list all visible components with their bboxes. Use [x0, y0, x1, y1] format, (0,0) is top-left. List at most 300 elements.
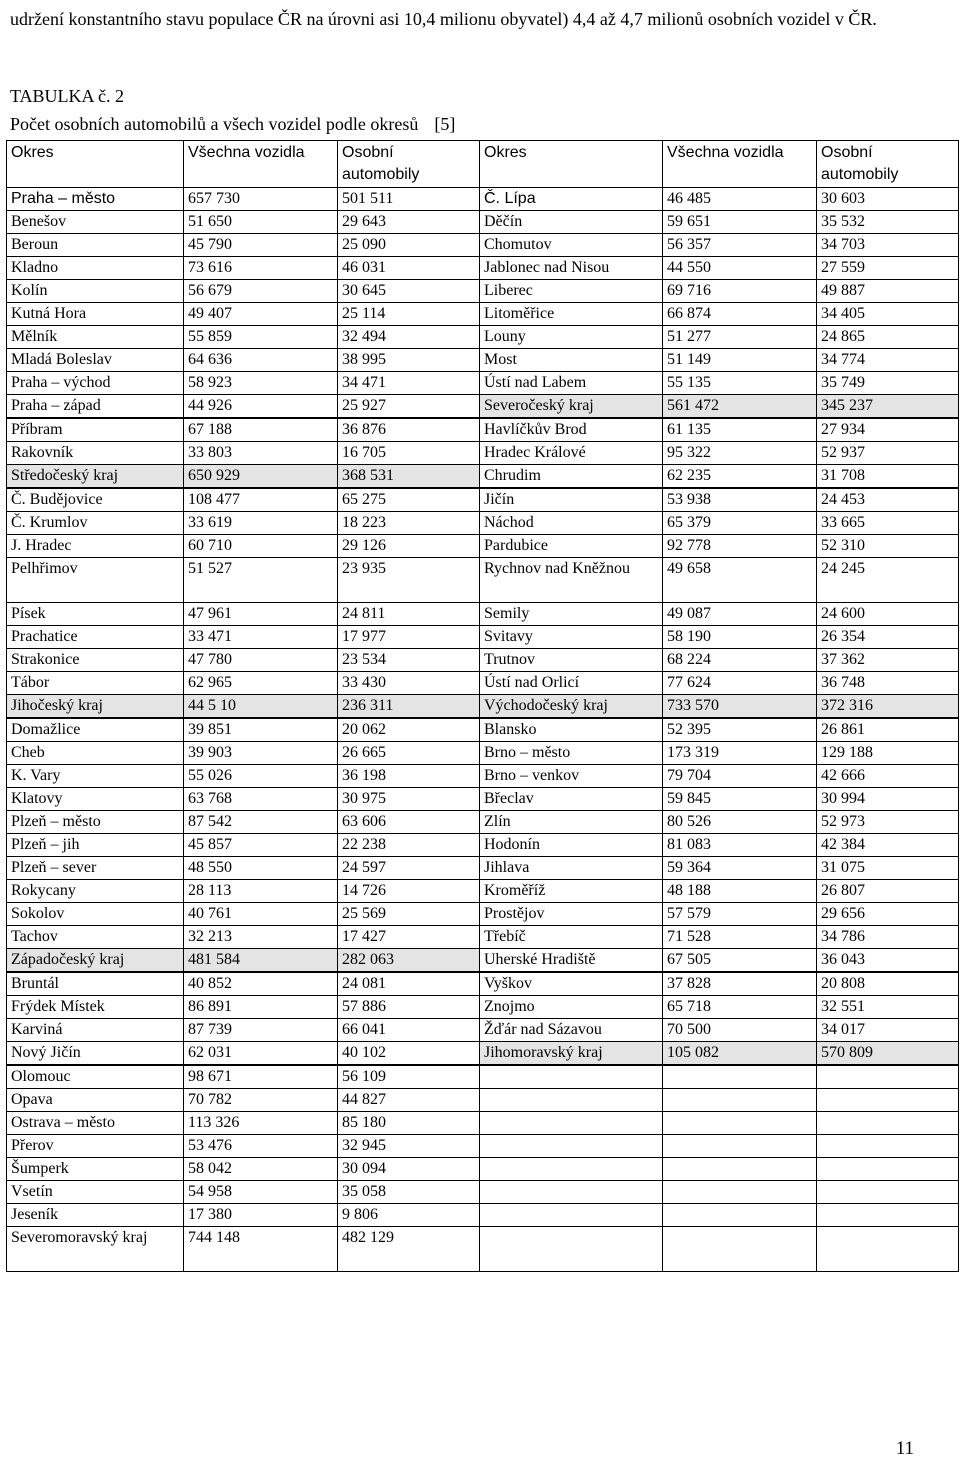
right-all-vehicles-cell — [663, 1089, 817, 1112]
right-district-name-cell: Severočeský kraj — [480, 395, 663, 419]
right-district-name-cell — [480, 1065, 663, 1089]
right-district-name-cell: Brno – venkov — [480, 765, 663, 788]
table-row — [7, 603, 959, 626]
left-passenger-cars-cell: 35 058 — [338, 1181, 480, 1204]
left-district-name-cell: Plzeň – jih — [7, 834, 184, 857]
left-all-vehicles-cell: 73 616 — [184, 257, 338, 280]
right-all-vehicles-cell: 61 135 — [663, 418, 817, 442]
right-district-name-cell: Svitavy — [480, 626, 663, 649]
left-passenger-cars-cell: 32 494 — [338, 326, 480, 349]
left-all-vehicles-cell: 33 619 — [184, 512, 338, 535]
left-all-vehicles-cell: 657 730 — [184, 188, 338, 211]
right-passenger-cars-cell: 24 865 — [817, 326, 959, 349]
left-all-vehicles-cell: 45 790 — [184, 234, 338, 257]
right-passenger-cars-cell: 30 994 — [817, 788, 959, 811]
table-title-text: Počet osobních automobilů a všech vozidel podle okresů — [10, 114, 419, 134]
left-all-vehicles-cell: 51 527 — [184, 558, 338, 603]
right-all-vehicles-cell — [663, 1065, 817, 1089]
left-passenger-cars-cell: 16 705 — [338, 442, 480, 465]
column-header: Všechna vozidla — [184, 141, 338, 188]
table-header-row — [7, 141, 959, 188]
table-row — [7, 1065, 959, 1089]
table-row — [7, 926, 959, 949]
right-all-vehicles-cell: 71 528 — [663, 926, 817, 949]
right-district-name-cell: Semily — [480, 603, 663, 626]
table-row — [7, 326, 959, 349]
table-row — [7, 903, 959, 926]
right-all-vehicles-cell — [663, 1135, 817, 1158]
left-district-name-cell: Domažlice — [7, 718, 184, 742]
left-district-name-cell: K. Vary — [7, 765, 184, 788]
table-row — [7, 834, 959, 857]
left-passenger-cars-cell: 25 927 — [338, 395, 480, 419]
right-district-name-cell — [480, 1204, 663, 1227]
left-all-vehicles-cell: 744 148 — [184, 1227, 338, 1272]
left-district-name-cell: Č. Krumlov — [7, 512, 184, 535]
left-passenger-cars-cell: 26 665 — [338, 742, 480, 765]
left-district-name-cell: Kolín — [7, 280, 184, 303]
left-passenger-cars-cell: 20 062 — [338, 718, 480, 742]
left-passenger-cars-cell: 44 827 — [338, 1089, 480, 1112]
right-passenger-cars-cell: 33 665 — [817, 512, 959, 535]
left-district-name-cell: Jeseník — [7, 1204, 184, 1227]
right-passenger-cars-cell: 345 237 — [817, 395, 959, 419]
left-district-name-cell: Klatovy — [7, 788, 184, 811]
table-row — [7, 996, 959, 1019]
right-passenger-cars-cell: 372 316 — [817, 695, 959, 719]
right-passenger-cars-cell: 42 666 — [817, 765, 959, 788]
right-district-name-cell: Východočeský kraj — [480, 695, 663, 719]
left-district-name-cell: Šumperk — [7, 1158, 184, 1181]
right-district-name-cell: Třebíč — [480, 926, 663, 949]
right-all-vehicles-cell: 59 651 — [663, 211, 817, 234]
table-body — [7, 188, 959, 1272]
left-district-name-cell: Kutná Hora — [7, 303, 184, 326]
right-all-vehicles-cell — [663, 1204, 817, 1227]
left-passenger-cars-cell: 17 977 — [338, 626, 480, 649]
table-row — [7, 742, 959, 765]
left-district-name-cell: Cheb — [7, 742, 184, 765]
left-all-vehicles-cell: 44 5 10 — [184, 695, 338, 719]
right-all-vehicles-cell: 57 579 — [663, 903, 817, 926]
intro-paragraph: udržení konstantního stavu populace ČR na úrovni asi 10,4 milionu obyvatel) 4,4 až 4,7 milionů osobních vozidel v ČR. — [10, 9, 877, 29]
left-all-vehicles-cell: 45 857 — [184, 834, 338, 857]
right-passenger-cars-cell: 570 809 — [817, 1042, 959, 1066]
left-all-vehicles-cell: 49 407 — [184, 303, 338, 326]
table-row — [7, 372, 959, 395]
left-all-vehicles-cell: 62 031 — [184, 1042, 338, 1066]
right-all-vehicles-cell — [663, 1181, 817, 1204]
left-district-name-cell: Přerov — [7, 1135, 184, 1158]
table-row — [7, 349, 959, 372]
left-all-vehicles-cell: 56 679 — [184, 280, 338, 303]
left-all-vehicles-cell: 33 471 — [184, 626, 338, 649]
table-row — [7, 535, 959, 558]
right-all-vehicles-cell: 92 778 — [663, 535, 817, 558]
left-district-name-cell: Praha – město — [7, 188, 184, 211]
right-district-name-cell — [480, 1112, 663, 1135]
right-district-name-cell: Ústí nad Orlicí — [480, 672, 663, 695]
right-all-vehicles-cell: 69 716 — [663, 280, 817, 303]
right-all-vehicles-cell: 62 235 — [663, 465, 817, 489]
right-district-name-cell: Jablonec nad Nisou — [480, 257, 663, 280]
right-all-vehicles-cell: 37 828 — [663, 972, 817, 996]
left-all-vehicles-cell: 481 584 — [184, 949, 338, 973]
left-district-name-cell: Tábor — [7, 672, 184, 695]
right-all-vehicles-cell: 173 319 — [663, 742, 817, 765]
left-district-name-cell: Strakonice — [7, 649, 184, 672]
left-passenger-cars-cell: 17 427 — [338, 926, 480, 949]
right-passenger-cars-cell: 52 973 — [817, 811, 959, 834]
left-passenger-cars-cell: 66 041 — [338, 1019, 480, 1042]
right-district-name-cell: Vyškov — [480, 972, 663, 996]
right-all-vehicles-cell: 55 135 — [663, 372, 817, 395]
left-all-vehicles-cell: 98 671 — [184, 1065, 338, 1089]
right-passenger-cars-cell: 34 405 — [817, 303, 959, 326]
right-district-name-cell: Břeclav — [480, 788, 663, 811]
right-passenger-cars-cell — [817, 1089, 959, 1112]
left-district-name-cell: Ostrava – město — [7, 1112, 184, 1135]
left-passenger-cars-cell: 501 511 — [338, 188, 480, 211]
left-passenger-cars-cell: 36 198 — [338, 765, 480, 788]
right-district-name-cell: Prostějov — [480, 903, 663, 926]
right-district-name-cell: Děčín — [480, 211, 663, 234]
right-passenger-cars-cell: 27 934 — [817, 418, 959, 442]
left-all-vehicles-cell: 86 891 — [184, 996, 338, 1019]
left-passenger-cars-cell: 30 094 — [338, 1158, 480, 1181]
table-row — [7, 765, 959, 788]
left-district-name-cell: Písek — [7, 603, 184, 626]
right-passenger-cars-cell: 26 807 — [817, 880, 959, 903]
left-passenger-cars-cell: 56 109 — [338, 1065, 480, 1089]
right-district-name-cell: Rychnov nad Kněžnou — [480, 558, 663, 603]
left-all-vehicles-cell: 60 710 — [184, 535, 338, 558]
left-all-vehicles-cell: 55 859 — [184, 326, 338, 349]
left-passenger-cars-cell: 18 223 — [338, 512, 480, 535]
right-district-name-cell: Uherské Hradiště — [480, 949, 663, 973]
vehicles-by-district-table — [6, 140, 959, 1272]
right-passenger-cars-cell — [817, 1204, 959, 1227]
left-district-name-cell: Bruntál — [7, 972, 184, 996]
left-district-name-cell: Severomoravský kraj — [7, 1227, 184, 1272]
right-passenger-cars-cell: 36 748 — [817, 672, 959, 695]
column-header: Všechna vozidla — [663, 141, 817, 188]
right-all-vehicles-cell: 46 485 — [663, 188, 817, 211]
right-all-vehicles-cell: 77 624 — [663, 672, 817, 695]
left-passenger-cars-cell: 14 726 — [338, 880, 480, 903]
right-passenger-cars-cell — [817, 1181, 959, 1204]
right-passenger-cars-cell: 27 559 — [817, 257, 959, 280]
right-district-name-cell: Litoměřice — [480, 303, 663, 326]
left-passenger-cars-cell: 40 102 — [338, 1042, 480, 1066]
table-row — [7, 1042, 959, 1066]
table-row — [7, 949, 959, 973]
right-district-name-cell: Č. Lípa — [480, 188, 663, 211]
left-all-vehicles-cell: 87 542 — [184, 811, 338, 834]
table-row — [7, 280, 959, 303]
right-district-name-cell: Most — [480, 349, 663, 372]
right-passenger-cars-cell: 34 786 — [817, 926, 959, 949]
table-row — [7, 1227, 959, 1272]
left-district-name-cell: Jihočeský kraj — [7, 695, 184, 719]
right-all-vehicles-cell: 66 874 — [663, 303, 817, 326]
left-passenger-cars-cell: 30 975 — [338, 788, 480, 811]
right-passenger-cars-cell — [817, 1158, 959, 1181]
left-all-vehicles-cell: 47 780 — [184, 649, 338, 672]
left-district-name-cell: Kladno — [7, 257, 184, 280]
left-passenger-cars-cell: 46 031 — [338, 257, 480, 280]
right-all-vehicles-cell: 53 938 — [663, 488, 817, 512]
right-district-name-cell: Znojmo — [480, 996, 663, 1019]
right-all-vehicles-cell — [663, 1158, 817, 1181]
table-row — [7, 303, 959, 326]
left-passenger-cars-cell: 25 569 — [338, 903, 480, 926]
left-district-name-cell: Č. Budějovice — [7, 488, 184, 512]
left-all-vehicles-cell: 40 852 — [184, 972, 338, 996]
left-all-vehicles-cell: 33 803 — [184, 442, 338, 465]
right-passenger-cars-cell: 37 362 — [817, 649, 959, 672]
table-row — [7, 811, 959, 834]
right-passenger-cars-cell: 31 708 — [817, 465, 959, 489]
table-row — [7, 395, 959, 419]
right-all-vehicles-cell: 58 190 — [663, 626, 817, 649]
right-passenger-cars-cell — [817, 1135, 959, 1158]
right-district-name-cell: Trutnov — [480, 649, 663, 672]
table-row — [7, 718, 959, 742]
left-district-name-cell: Frýdek Místek — [7, 996, 184, 1019]
table-row — [7, 1135, 959, 1158]
right-passenger-cars-cell: 34 017 — [817, 1019, 959, 1042]
left-all-vehicles-cell: 53 476 — [184, 1135, 338, 1158]
right-district-name-cell: Náchod — [480, 512, 663, 535]
left-district-name-cell: Plzeň – město — [7, 811, 184, 834]
table-row — [7, 880, 959, 903]
table-row — [7, 972, 959, 996]
right-passenger-cars-cell: 24 600 — [817, 603, 959, 626]
left-all-vehicles-cell: 58 923 — [184, 372, 338, 395]
table-row — [7, 626, 959, 649]
table-row — [7, 788, 959, 811]
page-number: 11 — [895, 1438, 914, 1459]
right-district-name-cell: Žďár nad Sázavou — [480, 1019, 663, 1042]
table-row — [7, 512, 959, 535]
right-all-vehicles-cell: 70 500 — [663, 1019, 817, 1042]
left-all-vehicles-cell: 48 550 — [184, 857, 338, 880]
table-row — [7, 418, 959, 442]
table-row — [7, 1158, 959, 1181]
table-title — [10, 112, 455, 136]
right-district-name-cell — [480, 1135, 663, 1158]
table-row — [7, 1112, 959, 1135]
left-district-name-cell: Olomouc — [7, 1065, 184, 1089]
table-row — [7, 442, 959, 465]
table-row — [7, 672, 959, 695]
right-all-vehicles-cell — [663, 1227, 817, 1272]
left-district-name-cell: Karviná — [7, 1019, 184, 1042]
right-district-name-cell: Ústí nad Labem — [480, 372, 663, 395]
right-passenger-cars-cell: 35 749 — [817, 372, 959, 395]
right-district-name-cell: Blansko — [480, 718, 663, 742]
right-district-name-cell — [480, 1089, 663, 1112]
left-passenger-cars-cell: 34 471 — [338, 372, 480, 395]
left-passenger-cars-cell: 23 935 — [338, 558, 480, 603]
left-passenger-cars-cell: 30 645 — [338, 280, 480, 303]
column-header: Osobní automobily — [338, 141, 480, 188]
left-district-name-cell: Beroun — [7, 234, 184, 257]
table-row — [7, 649, 959, 672]
left-district-name-cell: Rokycany — [7, 880, 184, 903]
right-all-vehicles-cell: 79 704 — [663, 765, 817, 788]
left-all-vehicles-cell: 70 782 — [184, 1089, 338, 1112]
left-passenger-cars-cell: 36 876 — [338, 418, 480, 442]
left-passenger-cars-cell: 236 311 — [338, 695, 480, 719]
right-passenger-cars-cell: 129 188 — [817, 742, 959, 765]
left-passenger-cars-cell: 24 081 — [338, 972, 480, 996]
left-all-vehicles-cell: 650 929 — [184, 465, 338, 489]
left-passenger-cars-cell: 9 806 — [338, 1204, 480, 1227]
left-district-name-cell: Pelhřimov — [7, 558, 184, 603]
right-all-vehicles-cell: 65 379 — [663, 512, 817, 535]
left-district-name-cell: Rakovník — [7, 442, 184, 465]
table-row — [7, 1019, 959, 1042]
left-all-vehicles-cell: 28 113 — [184, 880, 338, 903]
table-row — [7, 188, 959, 211]
right-passenger-cars-cell: 31 075 — [817, 857, 959, 880]
table-row — [7, 695, 959, 719]
right-district-name-cell: Chomutov — [480, 234, 663, 257]
right-all-vehicles-cell: 65 718 — [663, 996, 817, 1019]
left-all-vehicles-cell: 40 761 — [184, 903, 338, 926]
left-district-name-cell: Benešov — [7, 211, 184, 234]
left-all-vehicles-cell: 87 739 — [184, 1019, 338, 1042]
right-all-vehicles-cell — [663, 1112, 817, 1135]
right-passenger-cars-cell: 36 043 — [817, 949, 959, 973]
right-all-vehicles-cell: 49 658 — [663, 558, 817, 603]
left-all-vehicles-cell: 113 326 — [184, 1112, 338, 1135]
left-all-vehicles-cell: 44 926 — [184, 395, 338, 419]
left-passenger-cars-cell: 25 114 — [338, 303, 480, 326]
right-passenger-cars-cell: 30 603 — [817, 188, 959, 211]
table-row — [7, 1204, 959, 1227]
right-district-name-cell — [480, 1158, 663, 1181]
left-all-vehicles-cell: 54 958 — [184, 1181, 338, 1204]
column-header: Osobní automobily — [817, 141, 959, 188]
right-passenger-cars-cell: 34 703 — [817, 234, 959, 257]
left-all-vehicles-cell: 47 961 — [184, 603, 338, 626]
left-district-name-cell: J. Hradec — [7, 535, 184, 558]
right-district-name-cell: Kroměříž — [480, 880, 663, 903]
right-passenger-cars-cell: 34 774 — [817, 349, 959, 372]
left-all-vehicles-cell: 63 768 — [184, 788, 338, 811]
column-header: Okres — [480, 141, 663, 188]
left-all-vehicles-cell: 64 636 — [184, 349, 338, 372]
table-row — [7, 558, 959, 603]
right-all-vehicles-cell: 59 845 — [663, 788, 817, 811]
right-district-name-cell: Liberec — [480, 280, 663, 303]
left-district-name-cell: Západočeský kraj — [7, 949, 184, 973]
table-reference: [5] — [434, 114, 456, 134]
left-all-vehicles-cell: 108 477 — [184, 488, 338, 512]
right-passenger-cars-cell: 35 532 — [817, 211, 959, 234]
right-district-name-cell: Jičín — [480, 488, 663, 512]
table-row — [7, 857, 959, 880]
right-all-vehicles-cell: 67 505 — [663, 949, 817, 973]
right-district-name-cell: Havlíčkův Brod — [480, 418, 663, 442]
right-passenger-cars-cell: 52 937 — [817, 442, 959, 465]
right-passenger-cars-cell — [817, 1112, 959, 1135]
left-district-name-cell: Mělník — [7, 326, 184, 349]
left-all-vehicles-cell: 32 213 — [184, 926, 338, 949]
right-passenger-cars-cell: 20 808 — [817, 972, 959, 996]
right-district-name-cell: Hodonín — [480, 834, 663, 857]
table-row — [7, 1181, 959, 1204]
right-all-vehicles-cell: 59 364 — [663, 857, 817, 880]
left-passenger-cars-cell: 29 643 — [338, 211, 480, 234]
left-all-vehicles-cell: 67 188 — [184, 418, 338, 442]
right-all-vehicles-cell: 44 550 — [663, 257, 817, 280]
right-passenger-cars-cell — [817, 1227, 959, 1272]
table-row — [7, 488, 959, 512]
right-all-vehicles-cell: 733 570 — [663, 695, 817, 719]
right-district-name-cell: Brno – město — [480, 742, 663, 765]
right-district-name-cell: Zlín — [480, 811, 663, 834]
right-all-vehicles-cell: 52 395 — [663, 718, 817, 742]
right-district-name-cell: Jihomoravský kraj — [480, 1042, 663, 1066]
table-row — [7, 234, 959, 257]
right-passenger-cars-cell: 24 245 — [817, 558, 959, 603]
right-passenger-cars-cell: 42 384 — [817, 834, 959, 857]
table-row — [7, 257, 959, 280]
left-district-name-cell: Praha – západ — [7, 395, 184, 419]
right-passenger-cars-cell: 26 354 — [817, 626, 959, 649]
right-all-vehicles-cell: 561 472 — [663, 395, 817, 419]
right-district-name-cell — [480, 1181, 663, 1204]
table-row — [7, 465, 959, 489]
right-all-vehicles-cell: 80 526 — [663, 811, 817, 834]
left-all-vehicles-cell: 51 650 — [184, 211, 338, 234]
right-all-vehicles-cell: 56 357 — [663, 234, 817, 257]
left-district-name-cell: Plzeň – sever — [7, 857, 184, 880]
left-passenger-cars-cell: 482 129 — [338, 1227, 480, 1272]
left-passenger-cars-cell: 24 811 — [338, 603, 480, 626]
right-district-name-cell — [480, 1227, 663, 1272]
right-district-name-cell: Chrudim — [480, 465, 663, 489]
column-header: Okres — [7, 141, 184, 188]
left-district-name-cell: Středočeský kraj — [7, 465, 184, 489]
right-passenger-cars-cell: 29 656 — [817, 903, 959, 926]
left-district-name-cell: Příbram — [7, 418, 184, 442]
left-district-name-cell: Sokolov — [7, 903, 184, 926]
right-passenger-cars-cell: 49 887 — [817, 280, 959, 303]
right-passenger-cars-cell: 26 861 — [817, 718, 959, 742]
left-district-name-cell: Opava — [7, 1089, 184, 1112]
left-passenger-cars-cell: 24 597 — [338, 857, 480, 880]
left-all-vehicles-cell: 58 042 — [184, 1158, 338, 1181]
left-district-name-cell: Praha – východ — [7, 372, 184, 395]
right-all-vehicles-cell: 81 083 — [663, 834, 817, 857]
table-row — [7, 211, 959, 234]
left-passenger-cars-cell: 22 238 — [338, 834, 480, 857]
table-row — [7, 1089, 959, 1112]
left-district-name-cell: Tachov — [7, 926, 184, 949]
right-all-vehicles-cell: 95 322 — [663, 442, 817, 465]
left-passenger-cars-cell: 32 945 — [338, 1135, 480, 1158]
left-all-vehicles-cell: 62 965 — [184, 672, 338, 695]
left-passenger-cars-cell: 25 090 — [338, 234, 480, 257]
right-all-vehicles-cell: 48 188 — [663, 880, 817, 903]
left-district-name-cell: Mladá Boleslav — [7, 349, 184, 372]
right-passenger-cars-cell — [817, 1065, 959, 1089]
